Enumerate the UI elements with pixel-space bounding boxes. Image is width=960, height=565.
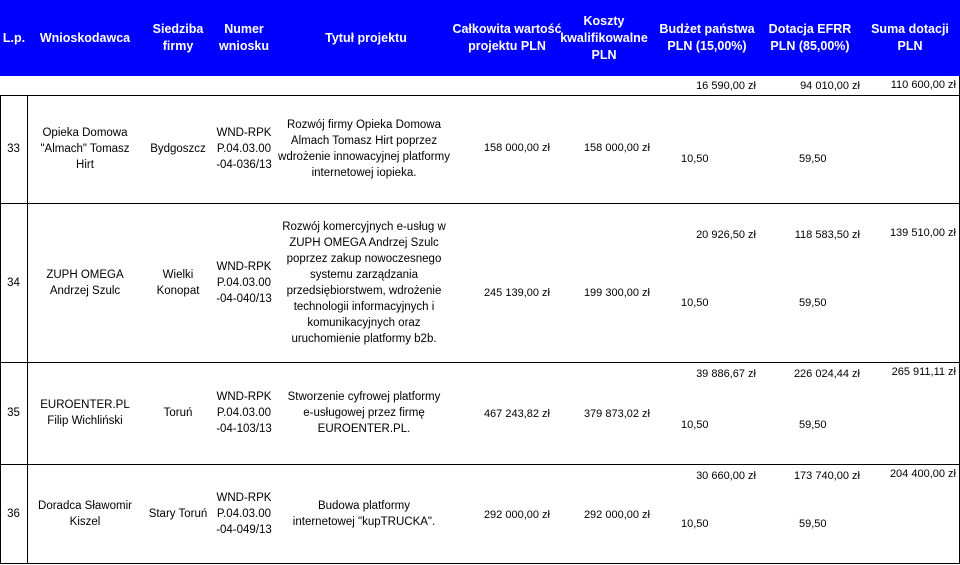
row-number: WND-RPKP.04.03.00-04-040/13 (216, 260, 272, 305)
row-budget-pct: 10,50 (681, 297, 709, 309)
row-sum-amount: 204 400,00 zł (889, 468, 956, 480)
header-applicant: Wnioskodawca (39, 30, 131, 45)
header-title: Tytuł projektu (325, 30, 407, 45)
row-efrr-pct: 59,50 (799, 419, 827, 431)
row-efrr-pct: 59,50 (799, 153, 827, 165)
row-title: Rozwój firmy Opieka Domowa Almach Tomasz Hirt poprzez wdrożenie innowacyjnej platformy internetowej iopieka. (278, 119, 450, 179)
header-number: Numer wniosku (218, 22, 269, 53)
row-title: Stworzenie cyfrowej platformy e-usługowej przez firmę EUROENTER.PL. (287, 391, 441, 435)
row-seat: Toruń (163, 407, 193, 419)
header-total-value: Całkowita wartość projektu PLN (452, 22, 562, 53)
row-eligible-costs: 199 300,00 zł (583, 287, 650, 299)
row-efrr-pct: 59,50 (799, 518, 827, 530)
header-lp: L.p. (2, 30, 26, 45)
row-seat: Bydgoszcz (150, 143, 206, 155)
row-applicant: ZUPH OMEGA Andrzej Szulc (46, 268, 124, 297)
header-seat: Siedziba firmy (152, 22, 204, 53)
row-number: WND-RPKP.04.03.00-04-049/13 (216, 491, 272, 536)
row-number: WND-RPKP.04.03.00-04-036/13 (216, 127, 272, 171)
row-applicant: Doradca Sławomir Kiszel (38, 499, 132, 528)
header-eligible-costs: Koszty kwalifikowalne PLN (560, 13, 648, 62)
header-state-budget: Budżet państwa PLN (15,00%) (659, 22, 755, 53)
row-lp: 36 (7, 507, 20, 520)
header-sum: Suma dotacji PLN (871, 22, 949, 53)
row-budget-amount: 39 886,67 zł (696, 368, 756, 380)
row-eligible-costs: 379 873,02 zł (583, 408, 650, 420)
total-efrr: 94 010,00 zł (800, 80, 860, 92)
row-efrr-amount: 173 740,00 zł (793, 470, 860, 482)
header-efrr: Dotacja EFRR PLN (85,00%) (768, 22, 852, 53)
row-efrr-amount: 226 024,44 zł (793, 368, 860, 380)
row-lp: 35 (7, 407, 20, 419)
row-seat: Wielki Konopat (156, 268, 200, 297)
row-seat: Stary Toruń (148, 507, 208, 520)
row-lp: 33 (7, 143, 20, 155)
row-budget-pct: 10,50 (681, 419, 709, 431)
row-sum-amount: 265 911,11 zł (891, 366, 956, 378)
row-total-value: 292 000,00 zł (483, 509, 550, 521)
row-applicant: Opieka Domowa "Almach" Tomasz Hirt (40, 127, 130, 171)
row-total-value: 158 000,00 zł (483, 142, 550, 154)
row-efrr-amount: 118 583,50 zł (794, 229, 860, 241)
total-sum: 110 600,00 zł (890, 79, 956, 91)
grid-line (27, 95, 28, 564)
row-budget-amount: 30 660,00 zł (696, 470, 756, 482)
row-title: Budowa platformy internetowej "kupTRUCKA". (292, 499, 436, 528)
row-total-value: 245 139,00 zł (483, 287, 550, 299)
row-budget-amount: 20 926,50 zł (696, 229, 756, 241)
total-budget: 16 590,00 zł (696, 80, 756, 92)
row-number: WND-RPKP.04.03.00-04-103/13 (216, 391, 272, 435)
row-lp: 34 (7, 276, 20, 289)
row-budget-pct: 10,50 (681, 153, 709, 165)
row-eligible-costs: 292 000,00 zł (583, 509, 650, 521)
row-budget-pct: 10,50 (681, 518, 709, 530)
row-sum-amount: 139 510,00 zł (889, 227, 956, 239)
row-total-value: 467 243,82 zł (483, 408, 550, 420)
row-eligible-costs: 158 000,00 zł (583, 142, 650, 154)
row-applicant: EUROENTER.PL Filip Wichliński (40, 399, 130, 427)
row-title: Rozwój komercyjnych e-usług w ZUPH OMEGA Andrzej Szulc poprzez zakup nowoczesnego systemu zarządzania przedsiębiorstwem, wdrożenie technologii informacyjnych i komunikacyjnych oraz uruchomienie platformy b2b. (282, 220, 446, 345)
row-efrr-pct: 59,50 (799, 297, 827, 309)
grid-line (0, 563, 960, 564)
